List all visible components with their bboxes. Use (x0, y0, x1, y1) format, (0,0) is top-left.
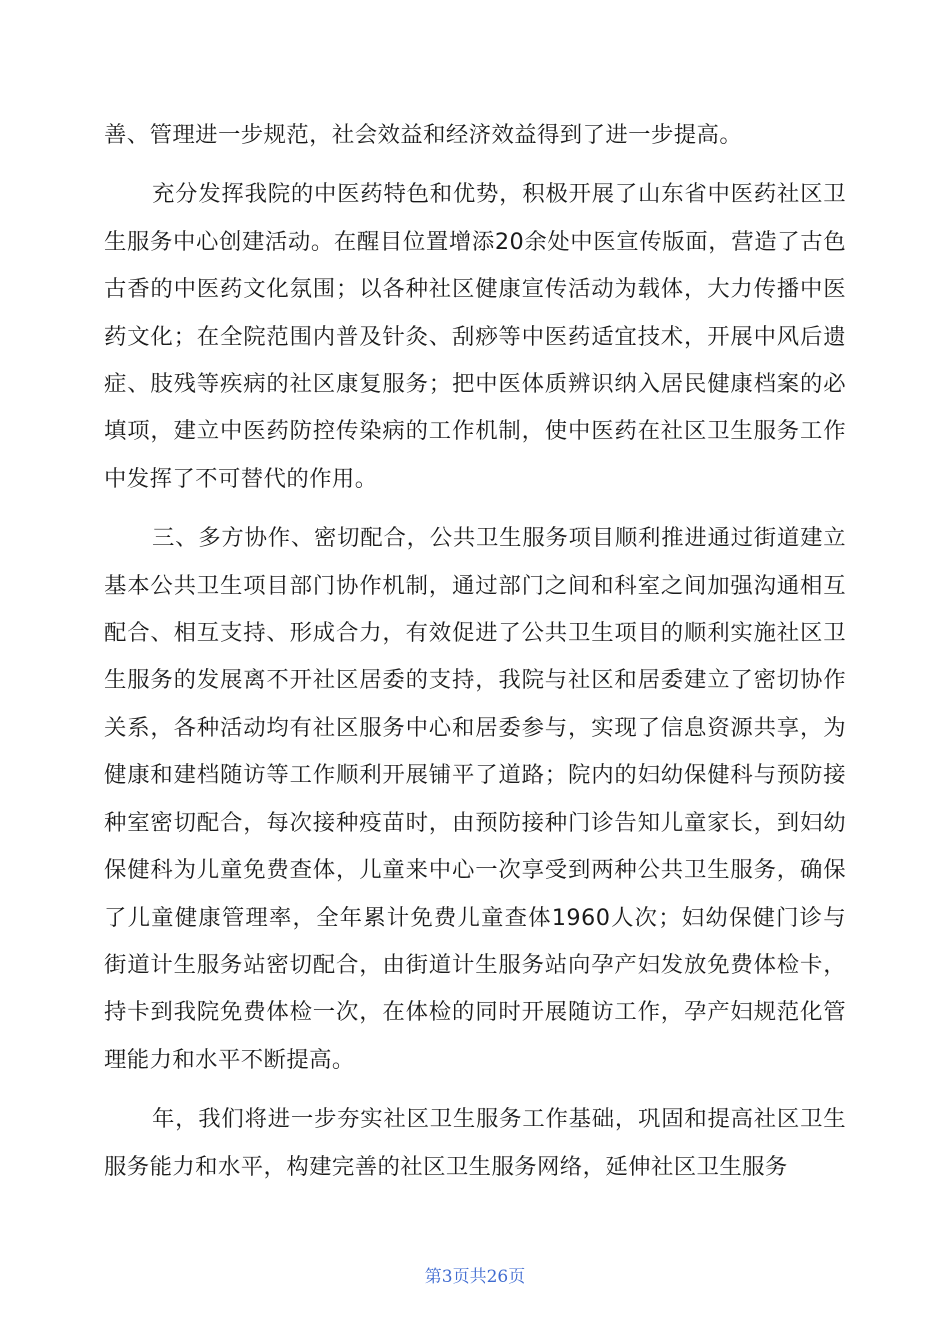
document-body (104, 112, 846, 1203)
page-number-footer: 第3页共26页 (424, 1267, 526, 1287)
paragraph-public-health-cooperation: 三、多方协作、密切配合，公共卫生服务项目顺利推进通过街道建立基本公共卫生项目部门协作机制，通过部门之间和科室之间加强沟通相互配合、相互支持、形成合力，有效促进了公共卫生项目的顺利实施社区卫生服务的发展离不开社区居委的支持，我院与社区和居委建立了密切协作关系，各种活动均有社区服务中心和居委参与，实现了信息资源共享，为健康和建档随访等工作顺利开展铺平了道路；院内的妇幼保健科与预防接种室密切配合，每次接种疫苗时，由预防接种门诊告知儿童家长，到妇幼保健科为儿童免费查体，儿童来中心一次享受到两种公共卫生服务，确保了儿童健康管理率，全年累计免费儿童查体1960人次；妇幼保健门诊与街道计生服务站密切配合，由街道计生服务站向孕产妇发放免费体检卡，持卡到我院免费体检一次，在体检的同时开展随访工作，孕产妇规范化管理能力和水平不断提高。 (104, 525, 846, 1073)
paragraph-tcm-features: 充分发挥我院的中医药特色和优势，积极开展了山东省中医药社区卫生服务中心创建活动。在醒目位置增添20余处中医宣传版面，营造了古色古香的中医药文化氛围；以各种社区健康宣传活动为载体，大力传播中医药文化；在全院范围内普及针灸、刮痧等中医药适宜技术，开展中风后遗症、肢残等疾病的社区康复服务；把中医体质辨识纳入居民健康档案的必填项，建立中医药防控传染病的工作机制，使中医药在社区卫生服务工作中发挥了不可替代的作用。 (104, 181, 846, 492)
paragraph-next-year-plan: 年，我们将进一步夯实社区卫生服务工作基础，巩固和提高社区卫生服务能力和水平，构建完善的社区卫生服务网络，延伸社区卫生服务 (104, 1106, 846, 1180)
paragraph-continuation: 善、管理进一步规范，社会效益和经济效益得到了进一步提高。 (104, 122, 743, 148)
